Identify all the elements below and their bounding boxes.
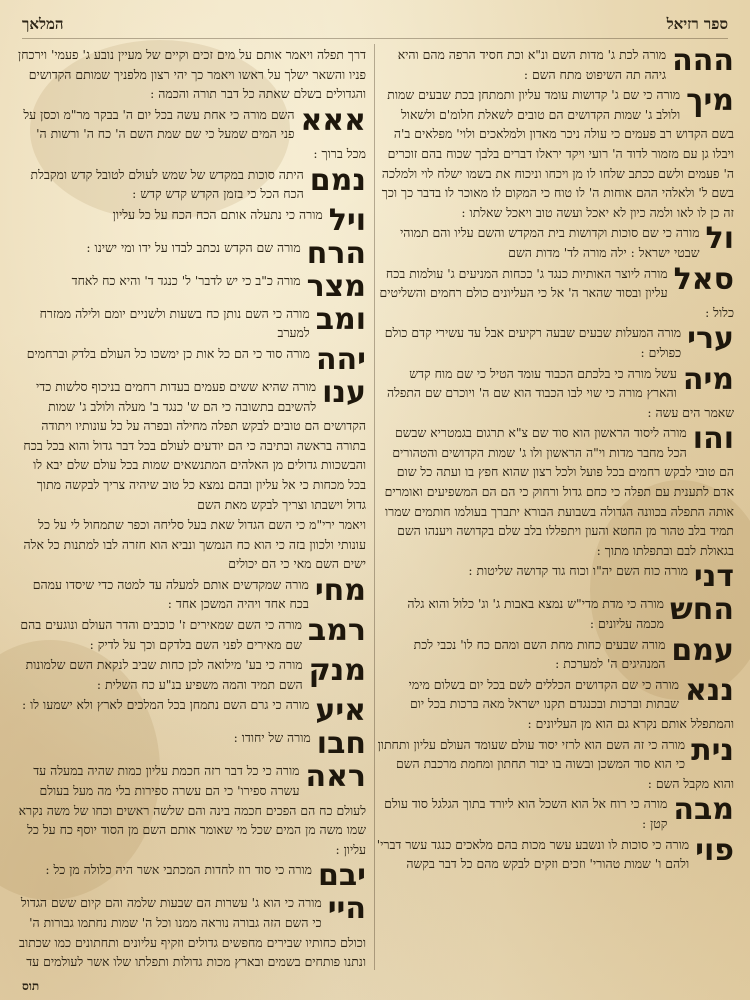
entry-heading-word: הרח [306, 235, 366, 271]
entry-body-text: מורה כי נתעלה אותם הכח הכח על כל עליון [112, 206, 323, 222]
entry-body-text: עשל מורה כי בלכתם הכבוד עומד הטיל כי שם מוח קדש והארץ מורה כי שוי לבו הכבוד הוא שם ה' ויוכרם שם התפלה שאמר הים עשה : [386, 365, 734, 420]
entry-heading-word: ראה [305, 759, 366, 795]
text-entry [14, 654, 366, 693]
entry-heading-word: יהה [315, 341, 366, 377]
entry-body-text: היתה סוכות במקדש של שמש לעולם לטובל קדש ומקבלת הכח הכל כי בזמן הקדש קדש קדש : [30, 166, 304, 202]
entry-body-text: מורה כוח השם יה"ו וכוח גוד קדושה שליטות : [468, 563, 688, 579]
text-entry [14, 614, 366, 653]
entry-heading-word: יבם [317, 858, 366, 894]
entry-heading-word: ויל [328, 202, 366, 238]
entry-body-text: מורה לכת ג' מדות השם ונ"א וכת חסיד הרפה מהם והיא גיהה תה השיפוט מתח השם : [397, 47, 667, 82]
text-entry [14, 164, 366, 203]
entry-body-text: מורה כי זה השם הוא לרזי יסוד עולם שעומד העולם עליון ותחתון כי הוא סוד המשכן ובשוה בו יבור תחתון ומחמת מרכבת השם והוא מקבל השם : [377, 736, 734, 791]
text-entry [14, 892, 366, 974]
text-entry [376, 422, 734, 559]
entry-heading-word: היי [327, 891, 366, 927]
text-entry [376, 44, 734, 83]
entry-body-text: מורה ליוצר האותיות כנגד ג' ככחות המניעים ג' עולמות בכח עליון ובסוד שהאר ה' אל כי העליונים כולם רחמים והשליטים כלול : [379, 265, 734, 320]
entry-body-text: מורה כי גרם השם נתמחן בכל המלכים לארץ ולא ישמעו לו : [22, 697, 310, 713]
entry-body-text: מורה שהיא ששים פעמים בעדות רחמים בניכוף סלשות כדי להשיבם בתשובה כי הם ש' כנגד ב' מעלה ולולב ג' שמות הקדושים הם טובים לבקש תפלה מחילה ובפרה על כל עונותיו ויתודה בתורה בראשה ובתיבה כי הם יודעים לעולם בכל דבר גדול והוא בכל בכח והבשכוות גדולים מן האלהים המתנשאים שמות בכל עולם שלם יבא לו בכל מכחות כי אל עליון ובהם נמצא כל טוב שיהיה צריך לבקשה מתוך גדול וישבתו וצריך לבקש מאת השם [23, 378, 366, 512]
entry-heading-word: ומב [315, 301, 366, 337]
entry-body-text: מורה כי שם הקדושים הכללים לשם בכל יום בשלום מימי שבתות וברכות ובכנגדם תקנו ישראל מאה ברכות בכל יום והמתפלל אותם נקרא גם הוא מן העליונים : [408, 676, 734, 731]
entry-heading-word: ענו [322, 374, 366, 410]
entry-body-text: מורה כי הוא ג' עשרות הם שבעות שלמה והם קיום ששם הגדול כי השם הזה גבורה נוראה ממנו וכל ה' שמות נחתמו גבורות ה' וכולם כחותיו שבירים מחפשים גדולים וזקיף עליונים ותחתונים כמו שכתוב ונתנו פותחים בשמים ובארץ מכות גדולות ותפלתו שלו אשר לעולמים עד [19, 895, 366, 970]
entry-heading-word: סאל [673, 261, 734, 297]
running-header [22, 10, 728, 39]
left-text-column [14, 44, 366, 974]
entry-body-text: מורה כי רוח אל הוא השכל הוא ליורד בתוך הגלגל סוד עולם קטן : [384, 796, 668, 831]
entry-heading-word: ההה [672, 44, 734, 78]
entry-heading-word: מבה [673, 792, 734, 828]
text-entry [14, 204, 366, 236]
text-entry [376, 734, 734, 793]
entry-body-text: מורה סוד כי הם כל אות כן ימשכו כל העולם בלדק וברחמים [26, 345, 310, 361]
entry-body-text: מורה שם הקדש נכתב לבדו על ידו ומי ישינו : [86, 239, 301, 255]
entry-heading-word: והו [692, 421, 734, 457]
entry-body-text: מורה כי שם סוכות וקדושות בית המקדש והשם עליו והם תמוהי שבטי ישראל : ילה מורה לד' מדות השם [400, 225, 700, 260]
page-catchword: תוס [22, 979, 40, 993]
entry-body-text: מורה כי שם ג' קדושות עומד עליון ותמתחן בכת שבעים שמות ולולב ג' שמות הקדושים הם טובים לשאלת חלומ'ם ולשאול בשם הקדוש רב פעמים כי עולה ניכר מאדון ולמלאכים ולוי' מפלאים ב'ה ויבלו גן עם מזמור לדוד ה' רועי ויקד יראלו דברים בלבך שכוח בהם זוכרים ה' פעמים ולשם ככתב שלחו לו מן ויכחו וניכוח את בשמו ישלח לוי ולמלכה בשם ל' ולאלהי ההם אוחות ה' לו טוח כי המקום לו מאוכר לו בדבר כך וכך זה כן לו לאו ולמה כיון לא יאכל ועשה טוב ויאכל שאלתו : [381, 87, 734, 220]
entry-body-text: מורה כי מדת מדי"ש נמצא באבות ג' וג' כלול והוא גלה מכמה עליונים : [407, 596, 665, 632]
entry-heading-word: מיה [682, 361, 734, 397]
entry-body-text: מורה של יחודו : [233, 730, 311, 746]
entry-body-text: מורה כי כל דבר רזה חכמת עליון כמות שהיה במעלה עד עשרה ספירו' כי הם עשרה ספירות בלי מה מעל בעולם לעולם כח הם הפכים חכמה בינה והם שלשה ראשים וכחו של משה נקרא שמו משה מן המים שכל מי שאומר אותם השם מן הסוד יוסף כח על כל עליון : [18, 763, 366, 857]
entry-heading-word: איע [315, 693, 366, 729]
entry-body-text: מורה כי בע' מילואה לכן כחות שביב לנקאת השם שלמונות השם תמיד והמה משפיע בנ"ע כח השלית : [25, 657, 303, 692]
entry-body-text: מורה כי סוד רוז לחדות המכתבי אשר היה כלולה מן כל : [45, 862, 312, 878]
entry-heading-word: רמב [307, 613, 366, 649]
entry-heading-word: נית [691, 732, 734, 768]
text-entry [14, 760, 366, 858]
entry-body-text: מורה כי השם שמאירים ז' כוכבים והדר העולם ונוגעים בהם שם מאירים לפני השם בלדקם וכך על לדיק : [20, 617, 302, 652]
entry-heading-word: ננא [684, 672, 734, 708]
entry-heading-word: מנק [308, 653, 366, 689]
entry-body-text: מורה כי סוכות לו ונשבע עשר מכות בהם מלאכים כנגד עשר דברי' ולהם ו' שמות טהורי' וזכים וזקים לבקש מהם כל דבר בקשה [376, 836, 690, 872]
entry-heading-word: דני [693, 559, 734, 595]
entry-heading-word: חבו [316, 726, 366, 762]
entry-heading-word: מצר [306, 268, 366, 304]
entry-body-text: מורה שמקדשים אותם למעלה עד למטה כדי שיסדו עמהם בכח אחד ויהיה המשכן אחד : [32, 576, 309, 612]
entry-body-text: מורה שבעים כחות מחת השם ומהם כח לו' נכבי לכת המנהיגים ה' למערכת : [413, 636, 666, 672]
entry-body-text: מורה כ"ב כי יש לדבר' ל' כנגד ד' והיא כח לאחד [71, 272, 301, 288]
entry-heading-word: פוי [695, 832, 734, 868]
text-entry [14, 44, 366, 103]
text-entry [14, 726, 366, 762]
text-entry [376, 634, 734, 673]
header-section-title: המלאך [22, 14, 64, 33]
text-entry [14, 104, 366, 163]
entry-body-text: ויאמר ירי"מ כי השם הגדול שאת בעל סליחה וכפר שתמחול לי על כל עונותי ולכוון בזה כי הוא כח הנמשך ונביא הוא חזרה לבו למתנות כל אלה ישים השם מאי כי הם יכולים [23, 517, 366, 572]
text-entry [376, 363, 734, 422]
text-entry [14, 270, 366, 302]
text-entry [14, 514, 366, 573]
header-book-title: ספר רזיאל [666, 14, 728, 33]
entry-heading-word: ערי [687, 321, 734, 357]
entry-heading-word: מיך [686, 83, 734, 119]
text-entry [14, 574, 366, 613]
entry-heading-word: החש [670, 592, 734, 628]
text-entry [376, 222, 734, 261]
entry-heading-word: נמם [309, 162, 366, 198]
text-entry [376, 674, 734, 733]
entry-body-text: השם מורה כי אחת עשה בכל יום ה' בבקר מר"מ וכסן על פני המים שמעל כי שם שמת השם ה' כח ה' ורשות ה' מכל ברוך : [23, 106, 366, 161]
text-entry [14, 303, 366, 342]
right-text-column [376, 44, 734, 974]
entry-heading-word: ול [705, 221, 734, 257]
text-entry [14, 343, 366, 375]
text-entry [14, 693, 366, 729]
text-entry [376, 559, 734, 595]
column-divider [374, 44, 375, 970]
entry-body-text: מורה כי השם נותן כח בשעות ולשניים יומם ולילה ממזרח למערב [39, 305, 310, 341]
entry-heading-word: אאא [300, 102, 366, 138]
text-entry [14, 858, 366, 894]
text-entry [376, 322, 734, 361]
entry-body-text: מורה המעלות שבעים שבעה רקיעים אבל עד עשירי קדם כולם כפולים : [384, 325, 682, 360]
text-entry [376, 793, 734, 832]
text-entry [14, 376, 366, 513]
text-entry [376, 834, 734, 873]
text-entry [376, 593, 734, 632]
entry-body-text: דרך תפלה ויאמר אותם על מים זכים וקיים של מעיין נובע ג' פעמי' וירכחן פניו והשאר ישלך על ראשו ויאמר כך יהי רצון מלפניך שמותם הקדושים והגדולים בשלם שאתה כל דבר תורה והכמה : [18, 47, 366, 102]
text-entry [376, 84, 734, 221]
entry-heading-word: מחי [314, 572, 366, 608]
entry-heading-word: עמם [671, 632, 734, 668]
text-entry [376, 263, 734, 322]
text-entry [14, 237, 366, 269]
entry-body-text: מורה ליסוד הראשון הוא סוד שם צ"א תרגום בגמטריא שבשם הכל מחבר מדות וי"ה הראשון ולו ג' שמות הקדושים והטהורים הם טובי לבקש רחמים בכל פועל ולכל רצון שהוא חפץ בו ועתה כל שום אדם לתענית עם תפלה כי כחם גדול ורחוק כי הם הם המשפיעים ואומרים אותה התפלה בכוונה הגדולה בשבועת הבורא יתברך בעולמו חותמים שמרו תמיד בלב טהור מן החטא והעון ויתפללו בלב שלם בקדושה ויענהו השם בגאולת לבם ובתפלתו מתוך : [384, 425, 734, 558]
